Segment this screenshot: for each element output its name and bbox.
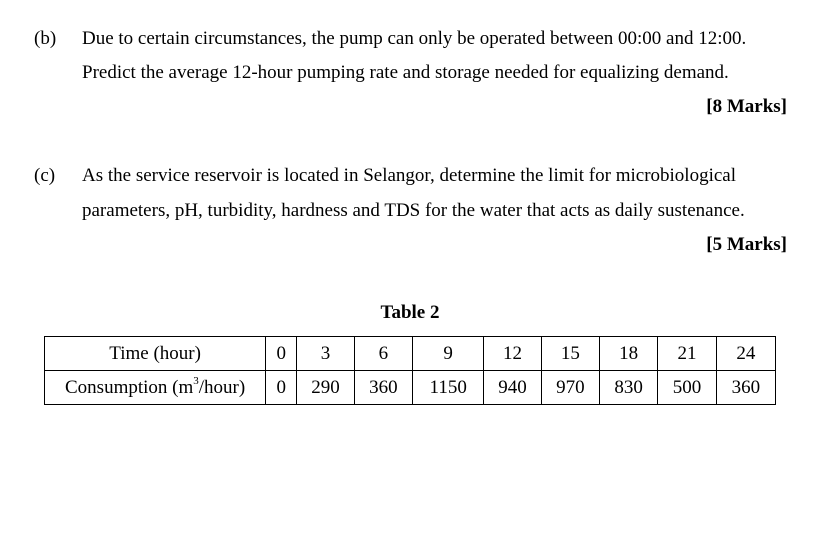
question-c-marks: [5 Marks]: [706, 234, 787, 255]
consumption-label-prefix: Consumption (m: [65, 376, 194, 398]
question-c-label: (c): [34, 165, 56, 186]
time-cell: 0: [266, 337, 297, 371]
consumption-cell: 940: [484, 371, 541, 405]
consumption-label-suffix: /hour): [198, 376, 246, 398]
time-cell: 24: [716, 337, 775, 371]
question-b-label: (b): [34, 28, 57, 49]
consumption-cell: 290: [297, 371, 354, 405]
time-cell: 6: [354, 337, 412, 371]
question-c-line-1: As the service reservoir is located in Selangor, determine the limit for microbiological: [82, 165, 737, 186]
time-cell: 18: [600, 337, 658, 371]
consumption-row-label: [45, 371, 266, 405]
consumption-row: [45, 371, 776, 405]
consumption-cell: 360: [716, 371, 775, 405]
question-b-line-1: Due to certain circumstances, the pump can only be operated between 00:00 and 12:00.: [82, 28, 747, 49]
time-cell: 15: [541, 337, 599, 371]
question-b-marks: [8 Marks]: [706, 96, 787, 117]
time-cell: 9: [412, 337, 483, 371]
question-b-line-2: Predict the average 12-hour pumping rate and storage needed for equalizing demand.: [82, 62, 729, 83]
consumption-cell: 1150: [412, 371, 483, 405]
time-cell: 21: [658, 337, 716, 371]
time-row-label: Time (hour): [45, 337, 266, 371]
time-row: [45, 337, 776, 371]
consumption-label-exponent: 3: [193, 375, 199, 388]
consumption-cell: 500: [658, 371, 716, 405]
table-caption: Table 2: [380, 302, 440, 323]
consumption-cell: 970: [541, 371, 599, 405]
time-cell: 3: [297, 337, 354, 371]
time-cell: 12: [484, 337, 541, 371]
consumption-cell: 830: [600, 371, 658, 405]
consumption-cell: 360: [354, 371, 412, 405]
consumption-table: [44, 336, 776, 405]
consumption-cell: 0: [266, 371, 297, 405]
question-c-line-2: parameters, pH, turbidity, hardness and TDS for the water that acts as daily sustenance.: [82, 200, 745, 221]
